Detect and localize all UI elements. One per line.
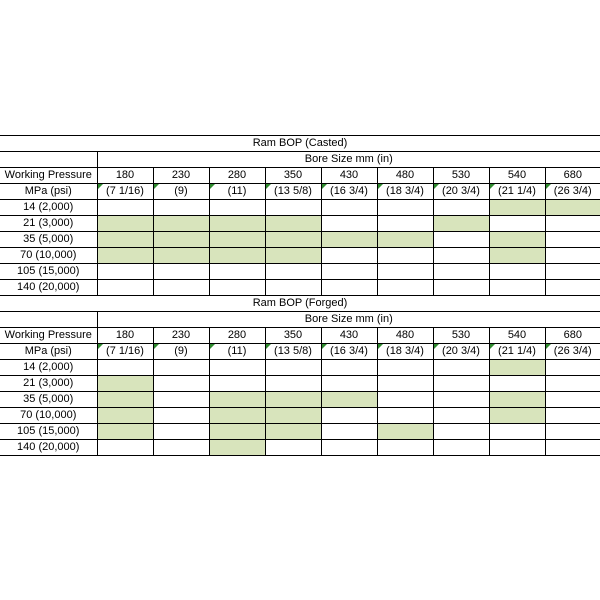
- bore-size-in: (7 1/16): [97, 184, 153, 200]
- bore-size-mm: 430: [321, 328, 377, 344]
- pressure-label: 21 (3,000): [0, 216, 97, 232]
- empty-cell: [265, 376, 321, 392]
- empty-cell: [265, 264, 321, 280]
- empty-cell: [265, 360, 321, 376]
- pressure-row: [0, 216, 600, 232]
- empty-cell: [209, 376, 265, 392]
- empty-cell: [153, 264, 209, 280]
- empty-cell: [153, 280, 209, 296]
- available-cell: [97, 392, 153, 408]
- available-cell: [321, 392, 377, 408]
- empty-cell: [377, 216, 433, 232]
- empty-cell: [545, 376, 600, 392]
- empty-cell: [377, 408, 433, 424]
- pressure-label: 70 (10,000): [0, 248, 97, 264]
- pressure-row: [0, 264, 600, 280]
- table-title: Ram BOP (Casted): [0, 136, 600, 152]
- available-cell: [97, 216, 153, 232]
- title-row: [0, 136, 600, 152]
- working-pressure-label: Working Pressure: [0, 168, 97, 184]
- bore-size-in: (16 3/4): [321, 184, 377, 200]
- bore-size-in: (26 3/4): [545, 184, 600, 200]
- bore-size-mm: 180: [97, 168, 153, 184]
- pressure-label: 140 (20,000): [0, 280, 97, 296]
- table-body: [0, 136, 600, 456]
- available-cell: [489, 232, 545, 248]
- available-cell: [377, 232, 433, 248]
- empty-cell: [209, 200, 265, 216]
- empty-cell: [97, 280, 153, 296]
- empty-cell: [433, 232, 489, 248]
- empty-cell: [153, 376, 209, 392]
- pressure-row: [0, 392, 600, 408]
- pressure-label: 70 (10,000): [0, 408, 97, 424]
- bore-size-mm: 350: [265, 328, 321, 344]
- empty-cell: [321, 216, 377, 232]
- bore-size-mm: 280: [209, 168, 265, 184]
- available-cell: [97, 376, 153, 392]
- blank-cell: [0, 152, 97, 168]
- empty-cell: [321, 440, 377, 456]
- empty-cell: [97, 440, 153, 456]
- empty-cell: [209, 264, 265, 280]
- empty-cell: [97, 360, 153, 376]
- empty-cell: [321, 360, 377, 376]
- empty-cell: [153, 360, 209, 376]
- pressure-label: 14 (2,000): [0, 360, 97, 376]
- empty-cell: [153, 440, 209, 456]
- bore-size-in: (26 3/4): [545, 344, 600, 360]
- empty-cell: [209, 360, 265, 376]
- title-row: [0, 296, 600, 312]
- pressure-row: [0, 200, 600, 216]
- empty-cell: [545, 248, 600, 264]
- bore-size-mm: 530: [433, 168, 489, 184]
- available-cell: [489, 392, 545, 408]
- pressure-row: [0, 248, 600, 264]
- blank-cell: [0, 312, 97, 328]
- size-mm-row: [0, 168, 600, 184]
- unit-label: MPa (psi): [0, 344, 97, 360]
- bore-size-in: (20 3/4): [433, 184, 489, 200]
- pressure-label: 35 (5,000): [0, 232, 97, 248]
- empty-cell: [153, 424, 209, 440]
- available-cell: [265, 216, 321, 232]
- pressure-row: [0, 360, 600, 376]
- empty-cell: [377, 360, 433, 376]
- available-cell: [209, 424, 265, 440]
- available-cell: [489, 248, 545, 264]
- empty-cell: [489, 264, 545, 280]
- bore-size-mm: 430: [321, 168, 377, 184]
- empty-cell: [545, 392, 600, 408]
- available-cell: [489, 200, 545, 216]
- empty-cell: [97, 264, 153, 280]
- available-cell: [153, 248, 209, 264]
- bore-size-in: (13 5/8): [265, 184, 321, 200]
- pressure-row: [0, 424, 600, 440]
- pressure-row: [0, 440, 600, 456]
- bore-size-in: (13 5/8): [265, 344, 321, 360]
- bore-size-in: (18 3/4): [377, 344, 433, 360]
- size-mm-row: [0, 328, 600, 344]
- empty-cell: [433, 360, 489, 376]
- available-cell: [209, 392, 265, 408]
- empty-cell: [321, 264, 377, 280]
- empty-cell: [545, 360, 600, 376]
- empty-cell: [97, 200, 153, 216]
- bore-size-mm: 350: [265, 168, 321, 184]
- empty-cell: [489, 216, 545, 232]
- available-cell: [97, 408, 153, 424]
- empty-cell: [489, 424, 545, 440]
- available-cell: [209, 408, 265, 424]
- available-cell: [209, 248, 265, 264]
- empty-cell: [489, 280, 545, 296]
- available-cell: [489, 360, 545, 376]
- unit-label: MPa (psi): [0, 184, 97, 200]
- empty-cell: [321, 376, 377, 392]
- working-pressure-label: Working Pressure: [0, 328, 97, 344]
- bore-size-header: Bore Size mm (in): [97, 312, 600, 328]
- available-cell: [377, 424, 433, 440]
- empty-cell: [265, 200, 321, 216]
- empty-cell: [433, 392, 489, 408]
- bore-header-row: [0, 312, 600, 328]
- empty-cell: [433, 200, 489, 216]
- bore-size-in: (16 3/4): [321, 344, 377, 360]
- pressure-label: 105 (15,000): [0, 424, 97, 440]
- empty-cell: [545, 280, 600, 296]
- empty-cell: [433, 424, 489, 440]
- bore-size-in: (11): [209, 344, 265, 360]
- pressure-label: 21 (3,000): [0, 376, 97, 392]
- bore-size-in: (18 3/4): [377, 184, 433, 200]
- empty-cell: [377, 200, 433, 216]
- empty-cell: [321, 248, 377, 264]
- available-cell: [97, 232, 153, 248]
- bore-size-mm: 540: [489, 168, 545, 184]
- empty-cell: [265, 440, 321, 456]
- bore-size-header: Bore Size mm (in): [97, 152, 600, 168]
- empty-cell: [265, 280, 321, 296]
- available-cell: [97, 424, 153, 440]
- available-cell: [265, 232, 321, 248]
- empty-cell: [321, 408, 377, 424]
- empty-cell: [153, 408, 209, 424]
- empty-cell: [377, 392, 433, 408]
- available-cell: [489, 408, 545, 424]
- bore-size-mm: 680: [545, 168, 600, 184]
- empty-cell: [545, 216, 600, 232]
- size-in-row: [0, 344, 600, 360]
- pressure-label: 140 (20,000): [0, 440, 97, 456]
- size-in-row: [0, 184, 600, 200]
- available-cell: [321, 232, 377, 248]
- empty-cell: [545, 232, 600, 248]
- bore-size-in: (11): [209, 184, 265, 200]
- bore-size-mm: 230: [153, 328, 209, 344]
- pressure-label: 14 (2,000): [0, 200, 97, 216]
- empty-cell: [377, 376, 433, 392]
- available-cell: [265, 408, 321, 424]
- empty-cell: [321, 280, 377, 296]
- bore-size-mm: 680: [545, 328, 600, 344]
- bore-size-mm: 530: [433, 328, 489, 344]
- empty-cell: [489, 440, 545, 456]
- bore-header-row: [0, 152, 600, 168]
- empty-cell: [433, 440, 489, 456]
- bore-size-in: (21 1/4): [489, 344, 545, 360]
- available-cell: [153, 216, 209, 232]
- bore-size-in: (7 1/16): [97, 344, 153, 360]
- available-cell: [209, 232, 265, 248]
- empty-cell: [209, 280, 265, 296]
- empty-cell: [153, 200, 209, 216]
- bore-size-mm: 480: [377, 328, 433, 344]
- empty-cell: [321, 200, 377, 216]
- empty-cell: [433, 248, 489, 264]
- pressure-row: [0, 408, 600, 424]
- spreadsheet-area: [0, 135, 600, 456]
- available-cell: [209, 440, 265, 456]
- available-cell: [265, 248, 321, 264]
- empty-cell: [153, 392, 209, 408]
- bore-size-in: (20 3/4): [433, 344, 489, 360]
- pressure-row: [0, 280, 600, 296]
- empty-cell: [377, 440, 433, 456]
- available-cell: [209, 216, 265, 232]
- available-cell: [97, 248, 153, 264]
- empty-cell: [321, 424, 377, 440]
- available-cell: [433, 216, 489, 232]
- bore-size-mm: 540: [489, 328, 545, 344]
- bore-size-mm: 180: [97, 328, 153, 344]
- bore-size-in: (21 1/4): [489, 184, 545, 200]
- empty-cell: [377, 264, 433, 280]
- bop-table: [0, 135, 600, 456]
- bore-size-mm: 230: [153, 168, 209, 184]
- bore-size-mm: 280: [209, 328, 265, 344]
- bore-size-in: (9): [153, 184, 209, 200]
- available-cell: [545, 200, 600, 216]
- available-cell: [265, 424, 321, 440]
- available-cell: [153, 232, 209, 248]
- pressure-label: 35 (5,000): [0, 392, 97, 408]
- empty-cell: [433, 408, 489, 424]
- available-cell: [265, 392, 321, 408]
- pressure-row: [0, 376, 600, 392]
- empty-cell: [433, 376, 489, 392]
- empty-cell: [545, 424, 600, 440]
- bore-size-in: (9): [153, 344, 209, 360]
- pressure-label: 105 (15,000): [0, 264, 97, 280]
- empty-cell: [377, 280, 433, 296]
- empty-cell: [433, 264, 489, 280]
- table-title: Ram BOP (Forged): [0, 296, 600, 312]
- pressure-row: [0, 232, 600, 248]
- empty-cell: [545, 440, 600, 456]
- empty-cell: [545, 408, 600, 424]
- empty-cell: [489, 376, 545, 392]
- empty-cell: [433, 280, 489, 296]
- empty-cell: [545, 264, 600, 280]
- bore-size-mm: 480: [377, 168, 433, 184]
- empty-cell: [377, 248, 433, 264]
